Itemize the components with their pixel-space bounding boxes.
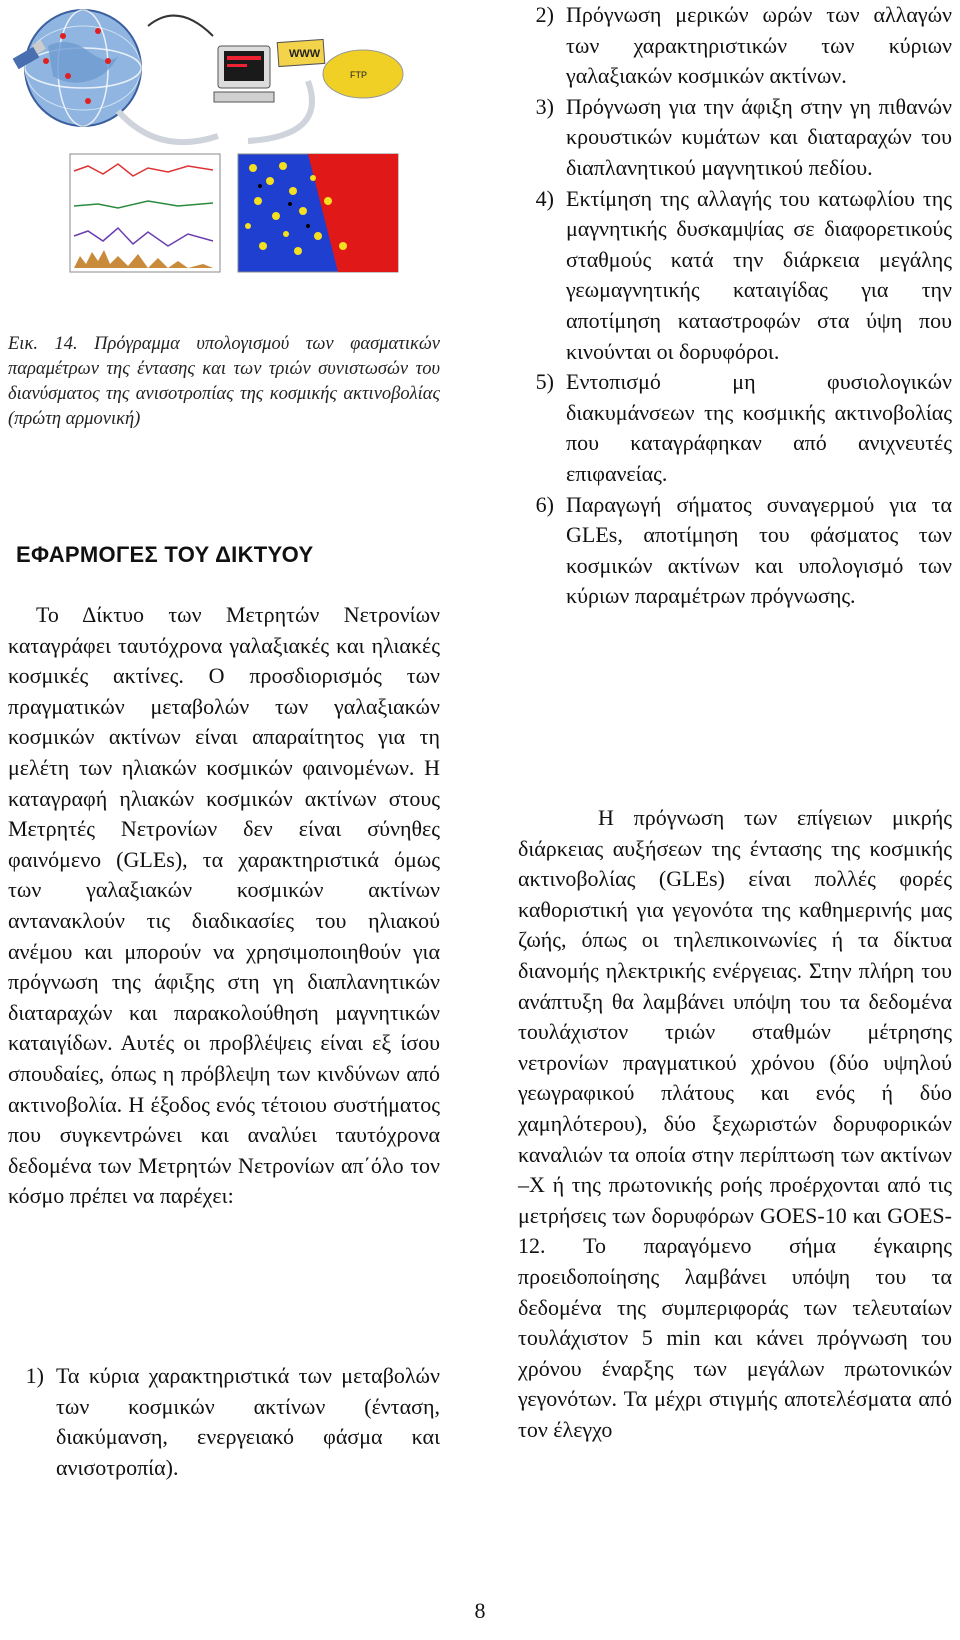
list-item [518, 184, 952, 368]
list-text: Πρόγνωση μερικών ωρών των αλλαγών των χαρακτηριστικών των κύριων γαλαξιακών κοσμικών ακτίνων. [566, 2, 952, 89]
list-item [518, 92, 952, 184]
anisotropy-map-image [238, 154, 398, 272]
paragraph: Το Δίκτυο των Μετρητών Νετρονίων καταγράφει ταυτόχρονα γαλαξιακές και ηλιακές κοσμικές ακτίνες. Ο προσδιορισμός των πραγματικών μεταβολών των γαλαξιακών κοσμικών ακτίνων είναι απαραίτητος για τη μελέτη των ηλιακών κοσμικών φαινομένων. Η καταγραφή ηλιακών κοσμικών ακτίνων στους Μετρητές Νετρονίων δεν είναι σύνηθες φαινόμενο (GLEs), τα χαρακτηριστικά όμως των γαλαξιακών κοσμικών ακτίνων αντανακλούν τις διαδικασίες του ηλιακού ανέμου και μπορούν να χρησιμοποιηθούν για πρόγνωση της άφιξης στη γη διαπλανητικών διαταραχών και παρακολούθηση μαγνητικών καταιγίδων. Αυτές οι προβλέψεις είναι εξ ίσου σπουδαίες, όπως η πρόβλεψη των κινδύνων από ακτινοβολία. Η έξοδος ενός τέτοιου συστήματος που συγκεντρώνει και αναλύει ταυτόχρονα δεδομένα των Μετρητών Νετρονίων απ΄όλο τον κόσμο πρέπει να παρέχει: [8, 602, 440, 1209]
page-number: 8 [474, 1598, 486, 1623]
computer-icon [214, 46, 274, 102]
list-number: 6) [535, 491, 554, 517]
section-heading: ΕΦΑΡΜΟΓΕΣ ΤΟΥ ΔΙΚΤΥΟΥ [16, 542, 314, 567]
list-text: Τα κύρια χαρακτηριστικά των μεταβολών των κοσμικών ακτίνων (ένταση, διακύμανση, ενεργειακό φάσμα και ανισοτροπία). [56, 1363, 440, 1480]
ftp-label: FTP [350, 70, 367, 80]
list-text: Εκτίμηση της αλλαγής του κατωφλίου της μαγνητικής δυσκαμψίας σε διαφορετικούς σταθμούς κατά την διάρκεια μεγάλης γεωμαγνητικής καταιγίδας για την αποτίμηση καταστροφών στα ύψη που κινούνται οι δορυφόροι. [566, 185, 952, 364]
network-figure [8, 6, 440, 286]
list-item [518, 367, 952, 489]
list-text: Παραγωγή σήματος συναγερμού για τα GLEs, αποτίμηση του φάσματος των κοσμικών ακτίνων και υπολογισμό των κύριων παραμέτρων πρόγνωσης. [566, 491, 952, 609]
list-item [518, 490, 952, 612]
list-number: 3) [535, 93, 554, 119]
list-text: Πρόγνωση για την άφιξη στην γη πιθανών κρουστικών κυμάτων και διαταραχών του διαπλανητικού μαγνητικού πεδίου. [566, 93, 952, 180]
paragraph: Η πρόγνωση των επίγειων μικρής διάρκειας αυξήσεων της έντασης της κοσμικής ακτινοβολίας (GLEs) είναι πολλές φορές καθοριστική για γεγονότα της καθημερινής μας ζωής, όπως οι τηλεπικοινωνίες ή τα δίκτυα διανομής ηλεκτρικής ενέργειας. Στην πλήρη του ανάπτυξη θα λαμβάνει υπόψη του τα δεδομένα τουλάχιστον τριών σταθμών μέτρησης νετρονίων πραγματικού χρόνου (δύο υψηλού γεωγραφικού πλάτους και ενός ή δύο χαμηλότερου), δύο ξεχωριστών δορυφορικών καναλιών τα οποία στην περίπτωση των ακτίνων –Χ ή της πρωτονικής ροής προέρχονται από τις μετρήσεις των δορυφόρων GOES-10 και GOES-12. Το παραγόμενο σήμα έγκαιρης προειδοποίησης λαμβάνει υπόψη του τα δεδομένα της συμπεριφοράς των τελευταίων τουλάχιστον 5 min και κάνει πρόγνωση του χρόνου έναρξης των μεγάλων πρωτονικών γεγονότων. Τα μέχρι στιγμής αποτελέσματα από τον έλεγχο [518, 805, 952, 1442]
list-number: 1) [25, 1363, 44, 1388]
www-icon [277, 39, 325, 66]
intensity-chart-image [70, 154, 220, 272]
left-numbered-list [8, 1361, 440, 1483]
list-text: Εντοπισμό μη φυσιολογικών διακυμάνσεων της κοσμικής ακτινοβολίας που καταγράφηκαν από ανιχνευτές επιφανείας. [566, 369, 952, 486]
globe-icon [25, 10, 141, 126]
ftp-icon [323, 50, 403, 98]
list-number: 4) [535, 185, 554, 211]
list-item [518, 0, 952, 92]
right-column-text [518, 803, 952, 1445]
right-numbered-list [518, 0, 952, 612]
list-item [8, 1361, 440, 1483]
left-column-text [8, 600, 440, 1212]
list-number: 2) [535, 2, 554, 27]
www-label: WWW [289, 48, 321, 60]
figure-caption: Εικ. 14. Πρόγραμμα υπολογισμού των φασματικών παραμέτρων της έντασης και των τριών συνιστωσών του διανύσματος της ανισοτροπίας της κοσμικής ακτινοβολίας (πρώτη αρμονική) [8, 334, 440, 429]
list-number: 5) [535, 369, 554, 395]
